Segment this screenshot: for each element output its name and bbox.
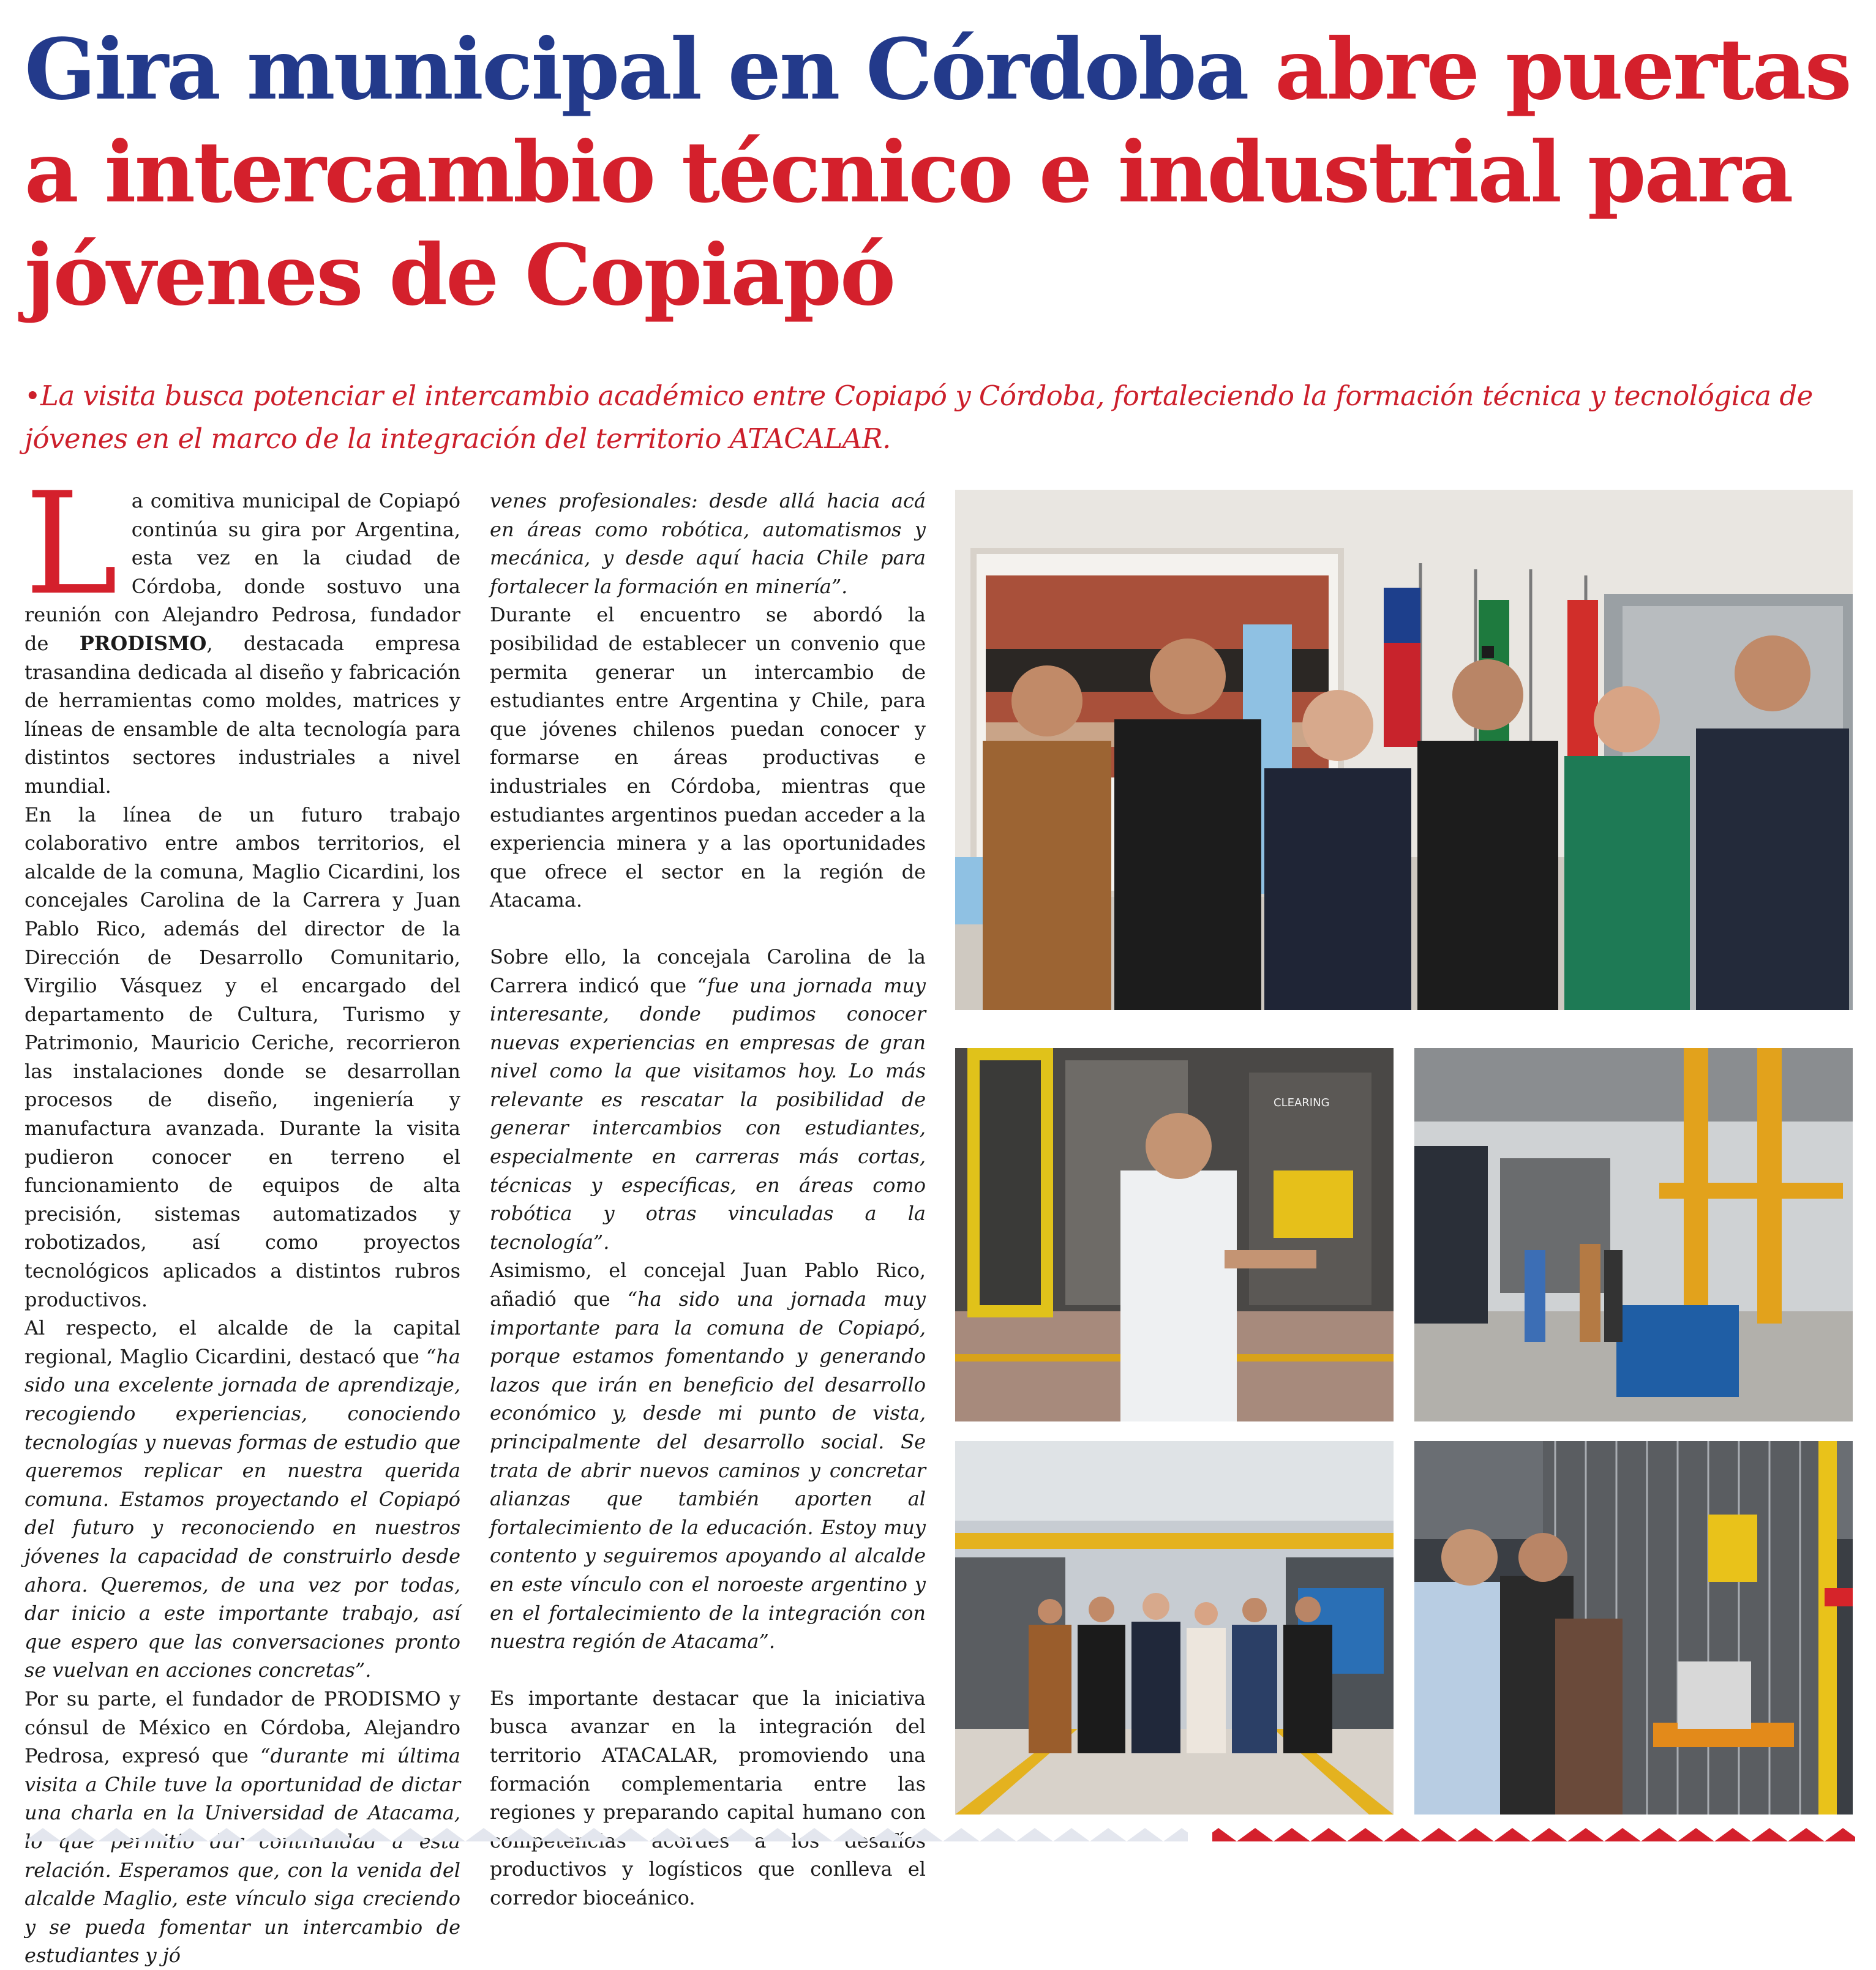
p4-text: Por su parte, el fundador de PRODISMO y cónsul de México en Córdoba, Alejandro Pedrosa, expresó que <box>24 1687 460 1768</box>
article-paragraph-5: Durante el encuentro se abordó la posibilidad de establecer un convenio que permita generar un intercambio de estudiantes entre Argentina y Chile, para que jóvenes chilenos puedan conocer y formarse en áreas productivas e industriales en Córdoba, mientras que estudiantes argentinos puedan acceder a la experiencia minera y a las oportunidades que ofrece el sector en la región de Atacama. <box>490 603 926 912</box>
article-paragraph-6 <box>490 943 926 1257</box>
subheadline: •La visita busca potenciar el intercambio académico entre Copiapó y Córdoba, fortaleciendo la formación técnica y tecnológica de jóvenes en el marco de la integración del territorio ATACALAR. <box>24 380 1813 455</box>
p6-quote: “fue una jornada muy interesante, donde pudimos conocer nuevas experiencias en empresas de gran nivel como la que visitamos hoy. Lo más relevante es rescatar la posibilidad de generar intercambios con estudiantes, especialmente en carreras más cortas, técnicas y específicas, en áreas como robótica y otras vinculadas a la tecnología”. <box>490 973 926 1254</box>
article-column-2 <box>490 487 926 1912</box>
clearing-sign: CLEARING <box>1274 1096 1330 1109</box>
p1-text-b: , destacada empresa trasandina dedicada al diseño y fabricación de herramientas como moldes, matrices y líneas de ensamble de alta tecnología para distintos sectores industriales a nivel mundial. <box>24 631 461 798</box>
headline <box>24 18 1855 327</box>
drop-cap: L <box>24 463 118 626</box>
p4-quote-part-1: “durante mi última visita a Chile tuve la oportunidad de dictar una charla en la Universidad de Atacama, relación. Esperamos que, con la venida del alcalde Maglio, este vínculo siga creciendo y se pueda fomentar un intercambio de estudiantes y jó <box>24 1744 461 1968</box>
p3-text: Al respecto, el alcalde de la capital regional, Maglio Cicardini, destacó que <box>24 1316 460 1368</box>
factory-photo-host <box>955 1048 1394 1421</box>
factory-photo-group <box>955 1441 1394 1815</box>
footer-decorative-strip <box>24 1828 1855 1841</box>
article-paragraph-7 <box>490 1256 926 1655</box>
article-paragraph-2: En la línea de un futuro trabajo colaborativo entre ambos territorios, el alcalde de la comuna, Maglio Cicardini, los concejales Carolina de la Carrera y Juan Pablo Rico, además del director de la Dirección de Desarrollo Comunitario, Virgilio Vásquez y el encargado del departamento de Cultura, Turismo y Patrimonio, Mauricio Ceriche, recorrieron las instalaciones donde se desarrollan procesos de diseño, ingeniería y manufactura avanzada. Durante la visita pudieron conocer en terreno el funcionamiento de equipos de alta precisión, sistemas automatizados y robotizados, así como proyectos tecnológicos aplicados a distintos rubros productivos. <box>24 803 460 1311</box>
p7-text: Asimismo, el concejal Juan Pablo Rico, añadió que <box>490 1259 926 1311</box>
p6-text: Sobre ello, la concejala Carolina de la Carrera indicó que <box>490 945 926 997</box>
factory-photo-robot-cell <box>1414 1441 1853 1815</box>
article-paragraph-4-cont <box>490 487 926 601</box>
factory-photo-workshop <box>1414 1048 1853 1421</box>
p4-quote-part-2: venes profesionales: desde allá hacia acá en áreas como robótica, automatismos y mecánica, y desde aquí hacia Chile para fortalecer la formación en minería”. <box>490 489 926 598</box>
p3-quote: “ha sido una excelente jornada de aprendizaje, recogiendo experiencias, conociendo tecnologías y nuevas formas de estudio que queremos replicar en nuestra querida comuna. Estamos proyectando el Copiapó del futuro y reconociendo en nuestros jóvenes la capacidad de construirlo desde ahora. Queremos, de una vez por todas, dar inicio a este importante trabajo, así que espero que las conversaciones pronto se vuelvan en acciones concretas”. <box>24 1344 460 1682</box>
article-column-1 <box>24 463 461 1970</box>
headline-red-part: abre puertas a intercambio técnico e industrial para jóvenes de Copiapó <box>24 20 1850 324</box>
p1-text-a: a comitiva municipal de Copiapó continúa su gira por Argentina, esta vez en la ciudad de Córdoba, donde sostuvo una reunión con Alejandro Pedrosa, fundador de <box>24 489 460 655</box>
group-photo-main <box>955 490 1853 1010</box>
article-paragraph-4 <box>24 1685 460 1970</box>
headline-blue-part: Gira municipal en Córdoba <box>24 20 1248 119</box>
p1-company-name: PRODISMO <box>79 631 207 655</box>
p7-quote: “ha sido una jornada muy importante para la comuna de Copiapó, porque estamos fomentando y generando lazos que irán en beneficio del desarrollo económico y, desde mi punto de vista, principalmente del desarrollo social. Se trata de abrir nuevos caminos y concretar alianzas que también aporten al fortalecimiento de la educación. Estoy muy contento y seguiremos apoyando al alcalde en este vínculo con el noroeste argentino y en el fortalecimiento de la integración con nuestra región de Atacama”. <box>490 1287 926 1654</box>
article-paragraph-3 <box>24 1314 460 1685</box>
article-paragraph-1 <box>24 463 461 801</box>
article-paragraph-8: Es importante destacar que la iniciativa busca avanzar en la integración del territorio ATACALAR, promoviendo una formación complementaria entre las regiones y preparando capital humano con productivos y logísticos que conlleva el corredor bioceánico. <box>490 1686 926 1909</box>
